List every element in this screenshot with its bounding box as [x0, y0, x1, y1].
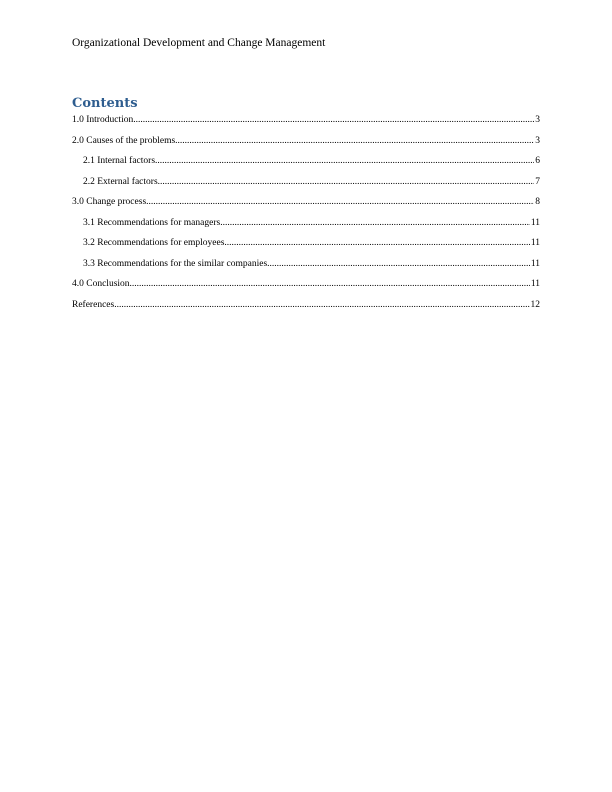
toc-entry-title: 4.0 Conclusion	[72, 279, 130, 289]
toc-entry-title: References	[72, 299, 115, 310]
toc-leader-dots	[220, 216, 530, 230]
toc-entry-references[interactable]	[72, 298, 540, 312]
toc-leader-dots	[146, 195, 534, 209]
toc-entry-recommendations-for-similar-companies[interactable]	[83, 257, 540, 271]
toc-page-number: 7	[535, 176, 540, 187]
toc-page-number: 11	[530, 279, 540, 289]
toc-entry-title: 3.2 Recommendations for employees	[83, 238, 225, 248]
toc-entry-recommendations-for-managers[interactable]	[83, 216, 540, 230]
toc-entry-causes-of-the-problems[interactable]	[72, 134, 540, 148]
toc-leader-dots	[155, 154, 534, 168]
toc-entry-change-process[interactable]	[72, 195, 540, 209]
toc-leader-dots	[175, 134, 534, 148]
toc-leader-dots	[267, 257, 530, 271]
toc-entry-title: 3.0 Change process	[72, 197, 147, 207]
toc-leader-dots	[130, 277, 530, 291]
toc-entry-title: 2.1 Internal factors	[83, 156, 156, 166]
toc-entry-conclusion[interactable]	[72, 277, 540, 291]
toc-entry-external-factors[interactable]	[83, 175, 540, 189]
toc-entry-recommendations-for-employees[interactable]	[83, 236, 540, 250]
toc-leader-dots	[133, 113, 534, 127]
toc-entry-title: 2.2 External factors	[83, 176, 158, 187]
toc-page-number: 11	[530, 258, 540, 269]
toc-entry-introduction[interactable]	[72, 113, 540, 127]
toc-page-number: 12	[530, 299, 540, 310]
toc-leader-dots	[224, 236, 529, 250]
toc-page-number: 11	[530, 238, 540, 248]
toc-page-number: 11	[530, 217, 540, 228]
toc-entry-title: 1.0 Introduction	[72, 115, 134, 125]
toc-leader-dots	[114, 298, 529, 312]
toc-heading: Contents	[72, 96, 138, 111]
toc-entry-internal-factors[interactable]	[83, 154, 540, 168]
toc-page-number: 3	[535, 135, 540, 146]
toc-page-number: 8	[535, 197, 540, 207]
toc-page-number: 3	[535, 115, 540, 125]
toc-entry-title: 3.3 Recommendations for the similar companies	[83, 258, 268, 269]
toc-page-number: 6	[535, 156, 540, 166]
toc-leader-dots	[158, 175, 535, 189]
toc-entry-title: 3.1 Recommendations for managers	[83, 217, 221, 228]
toc-entry-title: 2.0 Causes of the problems	[72, 135, 176, 146]
page-header: Organizational Development and Change Management	[72, 37, 326, 49]
